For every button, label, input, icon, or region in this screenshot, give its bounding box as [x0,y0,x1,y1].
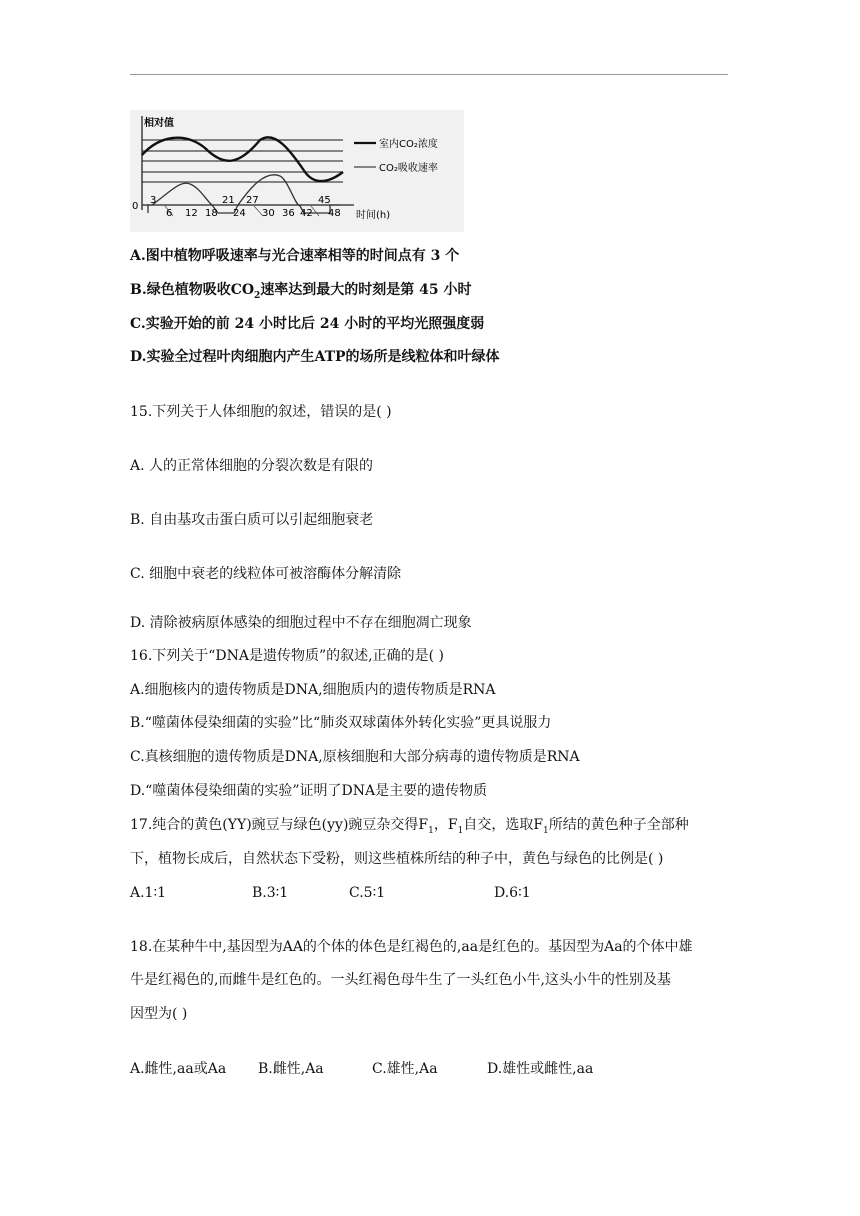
q18-line-1: 18.在某种牛中,基因型为AA的个体的体色是红褐色的,aa是红色的。基因型为Aa的个体中雄 [130,939,693,955]
tick-48: 48 [328,208,341,219]
x-axis-label: 时间(h) [356,210,391,221]
q15-stem: 15.下列关于人体细胞的叙述，错误的是( ) [130,404,392,420]
y-axis-label: 相对值 [144,118,174,129]
q16-option-b: B.“噬菌体侵染细菌的实验”比“肺炎双球菌体外转化实验”更具说服力 [130,715,552,731]
q15-option-c: C. 细胞中衰老的线粒体可被溶酶体分解清除 [130,566,402,582]
tick-6: 6 [166,208,173,219]
q17-option-b: B.3∶1 [252,885,289,901]
q14-option-a: A.图中植物呼吸速率与光合速率相等的时间点有 3 个 [130,248,460,264]
q17-line1-mid1: ，F [433,817,458,833]
q14-option-d: D.实验全过程叶肉细胞内产生ATP的场所是线粒体和叶绿体 [130,349,500,365]
tick-3: 3 [150,195,157,206]
tick-27: 27 [246,195,259,206]
origin-label: 0 [132,201,139,212]
q18-option-c: C.雄性,Aa [372,1061,438,1077]
grid-lines [142,140,343,182]
q17-line-2: 下，植物长成后，自然状态下受粉，则这些植株所结的种子中，黄色与绿色的比例是( ) [130,851,664,867]
q17-option-a: A.1∶1 [130,885,167,901]
q17-line1-mid2: 自交，选取F [463,817,544,833]
tick-24: 24 [233,208,246,219]
legend-co2-absorption: CO₂吸收速率 [379,163,438,174]
tick-18: 18 [205,208,218,219]
tick-45: 45 [318,195,331,206]
q18-line-3: 因型为( ) [130,1006,188,1022]
q14-option-b-post: 速率达到最大的时刻是第 45 小时 [260,282,472,298]
co2-chart [130,110,464,232]
q17-sub-2: 1 [457,825,464,836]
q14-option-b-sub: 2 [254,290,261,301]
tick-42: 42 [300,208,313,219]
q17-sub-1: 1 [428,825,434,836]
q14-option-c: C.实验开始的前 24 小时比后 24 小时的平均光照强度弱 [130,316,485,332]
q14-option-b [130,281,472,299]
q17-line1-pre: 17.纯合的黄色(YY)豌豆与绿色(yy)豌豆杂交得F [130,817,429,833]
q15-option-a: A. 人的正常体细胞的分裂次数是有限的 [130,458,374,474]
q15-option-d: D. 清除被病原体感染的细胞过程中不存在细胞凋亡现象 [130,615,472,631]
tick-30: 30 [262,208,275,219]
q15-option-b: B. 自由基攻击蛋白质可以引起细胞衰老 [130,512,374,528]
q18-line-2: 牛是红褐色的,而雌牛是红色的。一头红褐色母牛生了一头红色小牛,这头小牛的性别及基 [130,972,671,988]
q17-option-c: C.5∶1 [349,885,386,901]
q17-line-1 [130,816,689,834]
tick-12: 12 [185,208,198,219]
q14-option-b-pre: B.绿色植物吸收CO [130,282,255,298]
q16-option-d: D.“噬菌体侵染细菌的实验”证明了DNA是主要的遗传物质 [130,783,488,799]
q16-option-a: A.细胞核内的遗传物质是DNA,细胞质内的遗传物质是RNA [130,682,496,698]
q18-option-b: B.雌性,Aa [258,1061,324,1077]
q16-stem: 16.下列关于“DNA是遗传物质”的叙述,正确的是( ) [130,648,444,664]
q17-line1-post: 所结的黄色种子全部种 [548,817,689,833]
q18-option-d: D.雄性或雌性,aa [487,1061,594,1077]
co2-figure [130,110,464,232]
co2-concentration-curve [142,137,343,181]
header-rule [130,74,728,75]
legend-co2-concentration: 室内CO₂浓度 [379,139,438,150]
q17-option-d: D.6∶1 [494,885,531,901]
tick-36: 36 [282,208,295,219]
q18-option-a: A.雌性,aa或Aa [130,1061,227,1077]
q17-sub-3: 1 [543,825,549,836]
tick-21: 21 [222,195,235,206]
q16-option-c: C.真核细胞的遗传物质是DNA,原核细胞和大部分病毒的遗传物质是RNA [130,749,580,765]
